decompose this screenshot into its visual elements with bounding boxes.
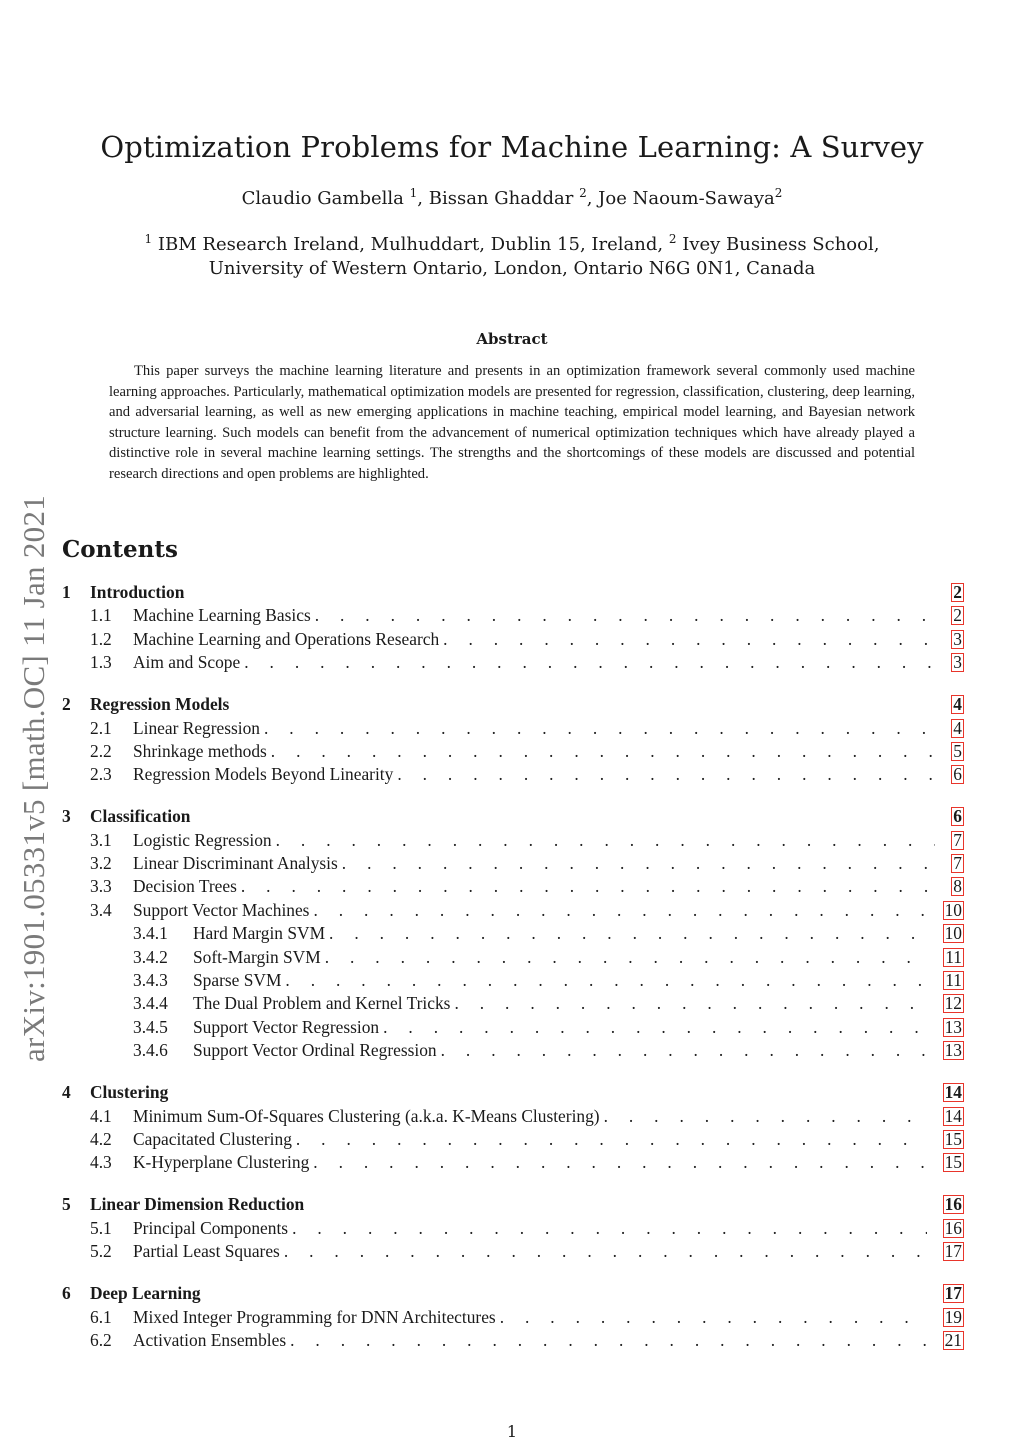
toc-subsection[interactable] [62,629,964,652]
toc-subsection-number: 1.1 [90,605,112,626]
toc-leader-dots [342,853,936,874]
toc-leader-dots [276,830,936,851]
toc-section-title: Deep Learning [90,1283,201,1304]
toc-subsection-title: Aim and Scope [133,652,241,673]
toc-subsection-title: Linear Discriminant Analysis [133,853,338,874]
toc-subsubsection-title: Hard Margin SVM [193,923,326,944]
paper-title: Optimization Problems for Machine Learning: A Survey [100,130,924,164]
affiliation-mark: 1 [144,232,153,246]
toc-page-link[interactable]: 2 [953,605,962,626]
toc-page-link[interactable]: 3 [953,652,962,673]
table-of-contents [62,582,964,1353]
toc-section-number: 5 [62,1194,71,1215]
toc-subsection-number: 5.1 [90,1217,112,1238]
toc-page-link[interactable]: 10 [944,923,962,944]
toc-leader-dots [604,1106,927,1127]
toc-leader-dots [264,718,935,739]
toc-subsection[interactable] [62,876,964,899]
toc-subsection[interactable] [62,605,964,628]
toc-page-link[interactable]: 11 [945,946,962,967]
toc-subsubsection-title: Support Vector Ordinal Regression [193,1040,437,1061]
toc-subsection-title: Principal Components [133,1217,289,1238]
toc-leader-dots [241,876,935,897]
toc-section-number: 3 [62,806,71,827]
toc-leader-dots [383,1017,926,1038]
toc-subsubsection-number: 3.4.5 [133,1016,168,1037]
toc-subsubsection[interactable] [62,1017,964,1040]
toc-page-link[interactable]: 3 [953,628,962,649]
toc-subsubsection-number: 3.4.2 [133,946,168,967]
toc-section-linear-dimension-reduction[interactable] [62,1194,964,1217]
toc-section-clustering[interactable] [62,1082,964,1105]
toc-subsection-title: Partial Least Squares [133,1241,280,1262]
toc-leader-dots [313,900,926,921]
toc-subsection-number: 2.1 [90,717,112,738]
toc-subsubsection-number: 3.4.4 [133,993,168,1014]
affiliation-mark: 2 [668,232,677,246]
author-list: Claudio Gambella $^1$, Bissan Ghaddar $^2$, Joe Naoum-Sawaya$^2$ [241,186,783,209]
toc-page-link[interactable]: 7 [953,853,962,874]
toc-page-link[interactable]: 15 [944,1152,962,1173]
toc-subsection[interactable] [62,1241,964,1264]
toc-leader-dots [500,1307,927,1328]
toc-leader-dots [313,1152,926,1173]
toc-subsection-number: 4.2 [90,1128,112,1149]
toc-leader-dots [271,741,936,762]
toc-subsection-number: 2.3 [90,764,112,785]
toc-leader-dots [284,1241,927,1262]
toc-page-link[interactable]: 13 [944,1016,962,1037]
toc-subsubsection[interactable] [62,947,964,970]
toc-page-link[interactable]: 10 [944,899,962,920]
toc-page-link[interactable]: 6 [953,806,962,827]
toc-page-link[interactable]: 5 [953,740,962,761]
toc-subsection-title: Linear Regression [133,717,261,738]
toc-leader-dots [290,1330,927,1351]
toc-subsection-title: Activation Ensembles [133,1329,287,1350]
toc-leader-dots [285,970,927,991]
toc-subsubsection[interactable] [62,923,964,946]
toc-subsection-number: 1.2 [90,628,112,649]
toc-subsection[interactable] [62,1106,964,1129]
abstract-heading: Abstract [476,330,548,348]
toc-section-introduction[interactable] [62,582,964,605]
toc-subsubsection[interactable] [62,970,964,993]
author-name: Claudio Gambella [241,188,404,209]
toc-subsubsection-title: Soft-Margin SVM [193,946,321,967]
toc-subsubsection-number: 3.4.1 [133,923,168,944]
toc-page-link[interactable]: 8 [953,876,962,897]
toc-section-title: Regression Models [90,694,230,715]
toc-section-number: 2 [62,694,71,715]
toc-subsection-title: Machine Learning and Operations Research [133,628,440,649]
toc-page-link[interactable]: 2 [953,582,962,602]
toc-subsection-title: Support Vector Machines [133,899,310,920]
toc-page-link[interactable]: 4 [953,717,962,738]
toc-section-title: Introduction [90,582,185,602]
toc-subsection[interactable] [62,718,964,741]
toc-leader-dots [296,1129,927,1150]
toc-page-link[interactable]: 6 [953,764,962,785]
toc-page-link[interactable]: 4 [953,694,962,715]
toc-leader-dots [454,993,926,1014]
toc-subsection[interactable] [62,1218,964,1241]
toc-subsection-number: 4.3 [90,1152,112,1173]
toc-subsection[interactable] [62,830,964,853]
arxiv-stamp: arXiv:1901.05331v5 [math.OC] 11 Jan 2021 [16,494,51,1062]
toc-subsection[interactable] [62,652,964,675]
toc-subsection-title: K-Hyperplane Clustering [133,1152,310,1173]
toc-subsection[interactable] [62,853,964,876]
toc-subsubsection-title: Sparse SVM [193,970,282,991]
toc-subsection-title: Machine Learning Basics [133,605,311,626]
toc-page-link[interactable]: 13 [944,1040,962,1061]
toc-page-link[interactable]: 12 [944,993,962,1014]
toc-page-link[interactable]: 17 [944,1241,962,1262]
toc-page-link[interactable]: 11 [945,970,962,991]
toc-subsubsection[interactable] [62,993,964,1016]
author-affiliation-mark: 1 [409,186,418,200]
toc-page-link[interactable]: 17 [944,1283,962,1304]
toc-subsection-title: Decision Trees [133,876,237,897]
toc-subsection-number: 3.1 [90,829,112,850]
affiliation-1: IBM Research Ireland, Mulhuddart, Dublin 15, Ireland, [157,234,664,255]
toc-page-link[interactable]: 14 [944,1105,962,1126]
toc-page-link[interactable]: 21 [944,1329,962,1350]
author-name: Joe Naoum-Sawaya [598,188,775,209]
toc-section-regression-models[interactable] [62,694,964,717]
toc-section-title: Clustering [90,1082,169,1103]
toc-section-title: Classification [90,806,191,827]
toc-subsection-number: 2.2 [90,740,112,761]
abstract-text: This paper surveys the machine learning literature and presents in an optimization framework several commonly used machine learning approaches. Particularly, mathematical optimization models are presented for regression, classification, clustering, deep learning, and adversarial learning, as well as new emerging applications in machine teaching, empirical model learning, and Bayesian network structure learning. Such models can benefit from the advancement of numerical optimization techniques which have already played a distinctive role in several machine learning settings. The strengths and the shortcomings of these models are discussed and potential research directions and open problems are highlighted. [109,363,915,482]
toc-leader-dots [244,652,935,673]
toc-subsubsection-number: 3.4.6 [133,1040,168,1061]
toc-subsubsection-number: 3.4.3 [133,970,168,991]
toc-subsection-number: 3.4 [90,899,112,920]
toc-subsection[interactable] [62,1330,964,1353]
toc-subsection[interactable] [62,900,964,923]
toc-subsection-title: Capacitated Clustering [133,1128,292,1149]
toc-subsection-number: 6.2 [90,1329,112,1350]
contents-heading: Contents [62,536,178,563]
toc-leader-dots [443,629,935,650]
toc-subsubsection-title: The Dual Problem and Kernel Tricks [193,993,451,1014]
toc-subsection-number: 1.3 [90,652,112,673]
toc-section-title: Linear Dimension Reduction [90,1194,305,1215]
toc-subsection-title: Shrinkage methods [133,740,267,761]
toc-section-number: 1 [62,582,71,602]
toc-page-link[interactable]: 15 [944,1128,962,1149]
affiliations [100,233,924,281]
toc-page-link[interactable]: 7 [953,829,962,850]
toc-subsection-number: 5.2 [90,1241,112,1262]
toc-subsection-number: 6.1 [90,1306,112,1327]
toc-page-link[interactable]: 16 [944,1217,962,1238]
toc-page-link[interactable]: 14 [944,1082,962,1103]
toc-section-number: 4 [62,1082,71,1103]
toc-page-link[interactable]: 16 [944,1194,962,1215]
toc-subsection[interactable] [62,741,964,764]
toc-page-link[interactable]: 19 [944,1306,962,1327]
toc-subsubsection-title: Support Vector Regression [193,1016,380,1037]
toc-leader-dots [325,947,928,968]
toc-section-number: 6 [62,1283,71,1304]
toc-subsection[interactable] [62,1152,964,1175]
toc-subsubsection[interactable] [62,1040,964,1063]
toc-subsection[interactable] [62,1129,964,1152]
toc-subsection-title: Minimum Sum-Of-Squares Clustering (a.k.a. K-Means Clustering) [133,1105,600,1126]
toc-leader-dots [397,764,935,785]
toc-subsection[interactable] [62,1307,964,1330]
toc-leader-dots [315,605,936,626]
author-name: Bissan Ghaddar [428,188,574,209]
page-number: 1 [506,1422,518,1441]
toc-subsection-number: 4.1 [90,1105,112,1126]
toc-subsection-title: Regression Models Beyond Linearity [133,764,394,785]
toc-subsection-title: Mixed Integer Programming for DNN Architectures [133,1306,496,1327]
toc-leader-dots [292,1218,927,1239]
toc-section-classification[interactable] [62,806,964,829]
toc-subsection-title: Logistic Regression [133,829,272,850]
author-affiliation-mark: 2 [579,186,587,200]
author-affiliation-mark: 2 [774,186,783,200]
toc-subsection[interactable] [62,764,964,787]
affiliation-2: Ivey Business School, University of Western Ontario, London, Ontario N6G 0N1, Canada [208,234,880,279]
toc-subsection-number: 3.3 [90,876,112,897]
toc-section-deep-learning[interactable] [62,1283,964,1306]
toc-leader-dots [329,923,927,944]
toc-subsection-number: 3.2 [90,853,112,874]
toc-leader-dots [441,1040,927,1061]
